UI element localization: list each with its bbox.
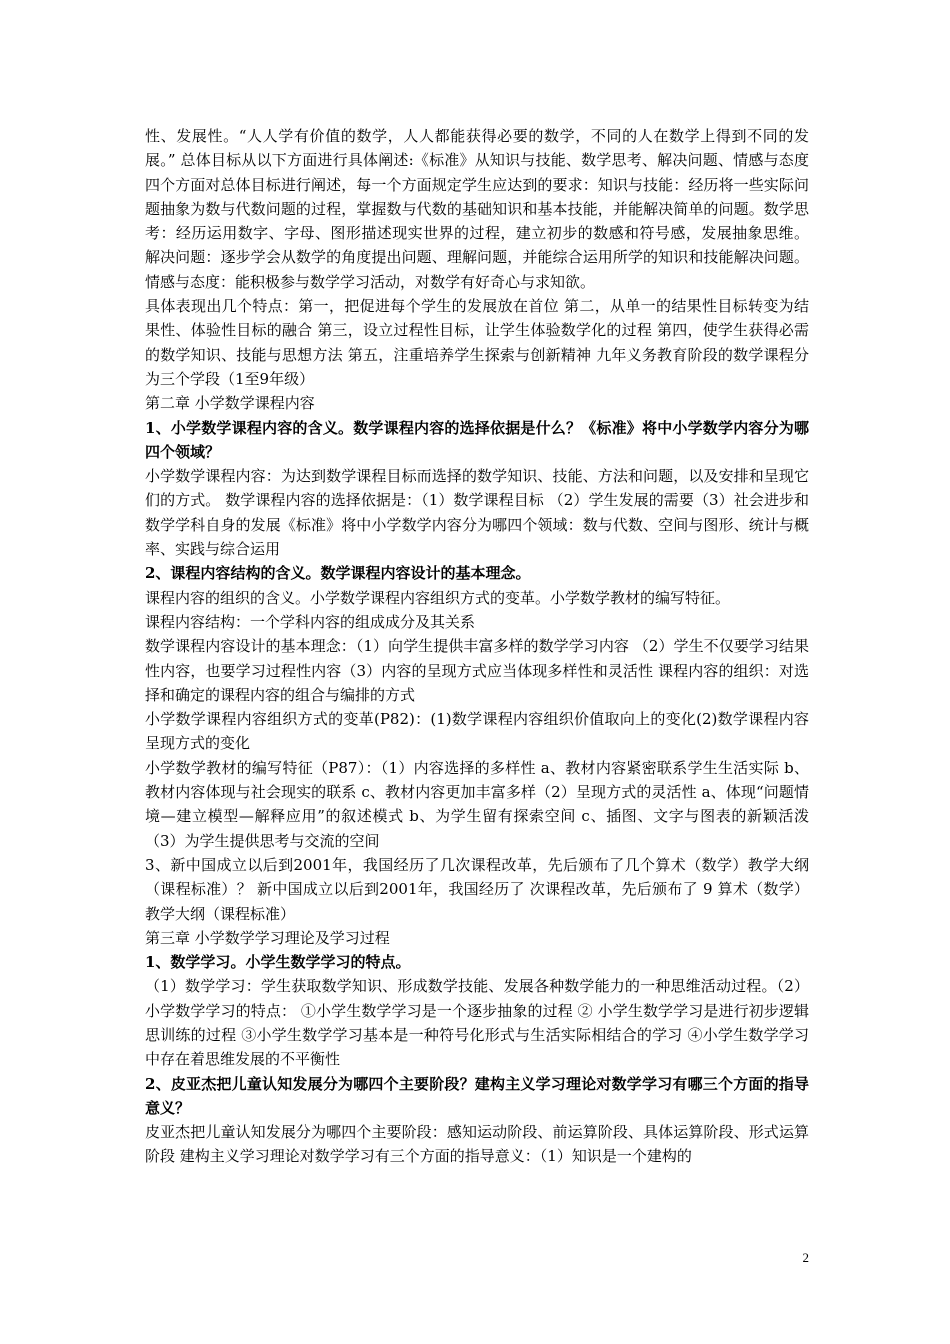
question-heading: 1、小学数学课程内容的含义。数学课程内容的选择依据是什么？《标准》将中小学数学内容分为哪四个领域？ bbox=[145, 418, 809, 461]
page-number: 2 bbox=[802, 1250, 809, 1265]
question-heading: 2、皮亚杰把儿童认知发展分为哪四个主要阶段？建构主义学习理论对数学学习有哪三个方面的指导意义？ bbox=[145, 1074, 809, 1117]
paragraph: 小学数学教材的编写特征（P87）：（1）内容选择的多样性 a、教材内容紧密联系学生生活实际 b、教材内容体现与社会现实的联系 c、教材内容更加丰富多样（2）呈现方式的灵活性 a、体现“问题情境—建立模型—解释应用”的叙述模式 b、为学生留有探索空间 c、插图、文字与图表的新颖活泼 （3）为学生提供思考与交流的空间 bbox=[145, 758, 809, 850]
paragraph: 课程内容的组织的含义。小学数学课程内容组织方式的变革。小学数学教材的编写特征。 bbox=[145, 588, 731, 607]
paragraph: 性、发展性。“人人学有价值的数学，人人都能获得必要的数学，不同的人在数学上得到不同的发展。” 总体目标从以下方面进行具体阐述:《标准》从知识与技能、数学思考、解决问题、情感与态度四个方面对总体目标进行阐述，每一个方面规定学生应达到的要求：知识与技能：经历将一些实际问题抽象为数与代数问题的过程，掌握数与代数的基础知识和基本技能，并能解决简单的问题。数学思考：经历运用数字、字母、图形描述现实世界的过程，建立初步的数感和符号感，发展抽象思维。 解决问题：逐步学会从数学的角度提出问题、理解问题，并能综合运用所学的知识和技能解决问题。 情感与态度：能积极参与数学学习活动，对数学有好奇心与求知欲。 bbox=[145, 127, 809, 291]
paragraph: 小学数学课程内容：为达到数学课程目标而选择的数学知识、技能、方法和问题，以及安排和呈现它们的方式。 数学课程内容的选择依据是：（1）数学课程目标 （2）学生发展的需要（3）社会进步和数学学科自身的发展《标准》将中小学数学内容分为哪四个领域：数与代数、空间与图形、统计与概率、实践与综合运用 bbox=[145, 467, 809, 559]
chapter-heading: 第二章 小学数学课程内容 bbox=[145, 394, 315, 413]
paragraph: （1）数学学习：学生获取数学知识、形成数学技能、发展各种数学能力的一种思维活动过程。（2）小学数学学习的特点： ①小学生数学学习是一个逐步抽象的过程 ② 小学生数学学习是进行初步逻辑思训练的过程 ③小学生数学学习基本是一种符号化形式与生活实际相结合的学习 ④小学生数学学习中存在着思维发展的不平衡性 bbox=[145, 977, 809, 1069]
question-heading: 1、数学学习。小学生数学学习的特点。 bbox=[145, 953, 411, 972]
question-heading: 2、课程内容结构的含义。数学课程内容设计的基本理念。 bbox=[145, 564, 531, 583]
paragraph: 具体表现出几个特点：第一，把促进每个学生的发展放在首位 第二，从单一的结果性目标转变为结果性、体验性目标的融合 第三，设立过程性目标，让学生体验数学化的过程 第四，使学生获得必需的数学知识、技能与思想方法 第五，注重培养学生探索与创新精神 九年义务教育阶段的数学课程分为三个学段（1至9年级） bbox=[145, 297, 809, 388]
paragraph: 皮亚杰把儿童认知发展分为哪四个主要阶段：感知运动阶段、前运算阶段、具体运算阶段、形式运算阶段 建构主义学习理论对数学学习有三个方面的指导意义：（1）知识是一个建构的 bbox=[145, 1123, 809, 1166]
paragraph: 3、新中国成立以后到2001年，我国经历了几次课程改革，先后颁布了几个算术（数学）教学大纲（课程标准）？ 新中国成立以后到2001年，我国经历了 次课程改革，先后颁布了 9 算术（数学）教学大纲（课程标准） bbox=[145, 855, 809, 923]
paragraph: 小学数学课程内容组织方式的变革(P82)：(1)数学课程内容组织价值取向上的变化(2)数学课程内容呈现方式的变化 bbox=[145, 710, 809, 753]
body-text bbox=[145, 124, 809, 1169]
paragraph: 数学课程内容设计的基本理念：（1）向学生提供丰富多样的数学学习内容 （2）学生不仅要学习结果性内容，也要学习过程性内容（3）内容的呈现方式应当体现多样性和灵活性 课程内容的组织：对选择和确定的课程内容的组合与编排的方式 bbox=[145, 637, 809, 704]
paragraph: 课程内容结构：一个学科内容的组成成分及其关系 bbox=[145, 612, 476, 631]
chapter-heading: 第三章 小学数学学习理论及学习过程 bbox=[145, 928, 390, 947]
